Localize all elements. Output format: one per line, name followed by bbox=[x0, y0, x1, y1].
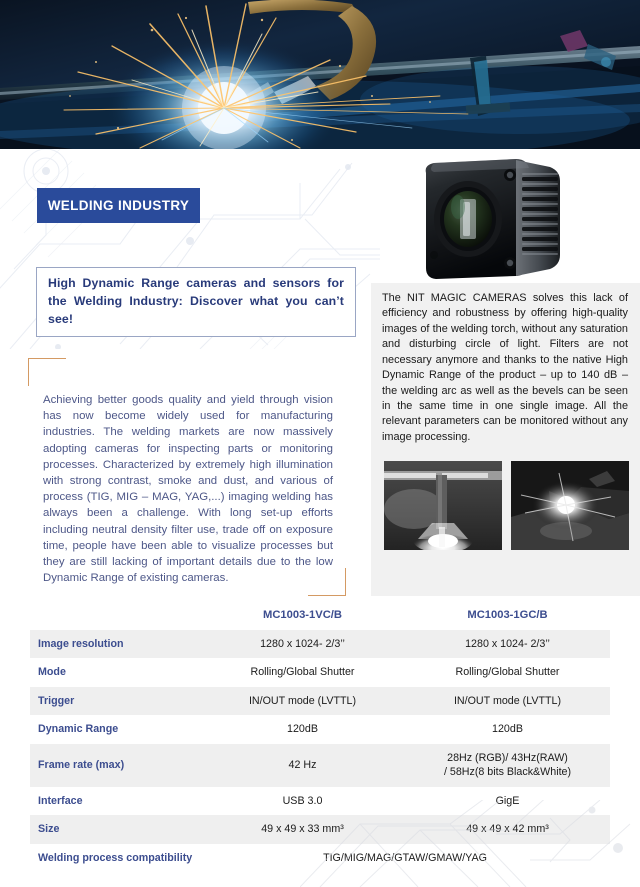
spec-row bbox=[30, 715, 610, 743]
spec-row-value-model-1: 120dB bbox=[200, 715, 405, 743]
hdr-sample-2-illustration bbox=[511, 461, 629, 550]
hero-illustration bbox=[0, 0, 640, 149]
tagline-text bbox=[48, 275, 344, 328]
spec-row bbox=[30, 630, 610, 658]
specification-table bbox=[30, 602, 610, 872]
spec-row-label: Dynamic Range bbox=[30, 715, 200, 743]
spec-header-model-2: MC1003-1GC/B bbox=[405, 602, 610, 630]
left-body-text: Achieving better goods quality and yield through vision has now become widely used for manufacturing industries. The welding markets are now massively adopting cameras for inspecting parts or monitoring processes. Characterized by extremely high illumination with strong contrast, smoke and dust, and various of process (TIG, MIG – MAG, YAG,...) imaging welding has always been a challenge. With long set-up efforts including neutral density filter use, trade off on exposure time, people have been able to visualize processes but they are still lacking of important details due to the low Dynamic Range of existing cameras. bbox=[43, 394, 333, 585]
bracket-top-left-icon bbox=[28, 358, 66, 386]
tagline-line-1: High Dynamic Range cameras and sensors for bbox=[48, 276, 344, 290]
spec-row-label: Image resolution bbox=[30, 630, 200, 658]
spec-row-value-model-1: USB 3.0 bbox=[200, 787, 405, 815]
spec-row bbox=[30, 687, 610, 715]
sample-images-row bbox=[384, 461, 629, 550]
hero-welding-photo bbox=[0, 0, 640, 149]
spec-header-row bbox=[30, 602, 610, 630]
spec-row-label: Interface bbox=[30, 787, 200, 815]
tagline-line-2: the Welding Industry: Discover what you can’t see! bbox=[48, 293, 344, 326]
spec-row-label: Trigger bbox=[30, 687, 200, 715]
spec-row bbox=[30, 844, 610, 872]
spec-row bbox=[30, 744, 610, 787]
hdr-sample-1-illustration bbox=[384, 461, 502, 550]
spec-row-value-model-2: Rolling/Global Shutter bbox=[405, 658, 610, 686]
spec-row-value-model-2: GigE bbox=[405, 787, 610, 815]
spec-row-value-model-1: IN/OUT mode (LVTTL) bbox=[200, 687, 405, 715]
spec-row-value-model-2: IN/OUT mode (LVTTL) bbox=[405, 687, 610, 715]
spec-row-value-model-1: 49 x 49 x 33 mm³ bbox=[200, 815, 405, 843]
spec-row-value-model-1: Rolling/Global Shutter bbox=[200, 658, 405, 686]
product-camera-image bbox=[404, 155, 574, 283]
right-gray-panel bbox=[371, 283, 640, 596]
spec-row bbox=[30, 658, 610, 686]
hdr-sample-image-1 bbox=[384, 461, 502, 550]
spec-table-body bbox=[30, 630, 610, 872]
spec-row-label: Frame rate (max) bbox=[30, 744, 200, 787]
left-body-block bbox=[28, 358, 346, 596]
camera-illustration bbox=[404, 155, 574, 283]
spec-row-value-span: TIG/MIG/MAG/GTAW/GMAW/YAG bbox=[200, 844, 610, 872]
spec-row-value-model-2: 49 x 49 x 42 mm³ bbox=[405, 815, 610, 843]
spec-row-label: Mode bbox=[30, 658, 200, 686]
spec-row-value-model-2: 28Hz (RGB)/ 43Hz(RAW) / 58Hz(8 bits Black&White) bbox=[405, 744, 610, 787]
spec-header-blank bbox=[30, 602, 200, 630]
spec-row-value-model-2: 120dB bbox=[405, 715, 610, 743]
spec-row bbox=[30, 815, 610, 843]
hdr-sample-image-2 bbox=[511, 461, 629, 550]
spec-row-value-model-2: 1280 x 1024- 2/3’’ bbox=[405, 630, 610, 658]
spec-row-label: Size bbox=[30, 815, 200, 843]
right-body-text: The NIT MAGIC CAMERAS solves this lack of efficiency and robustness by offering high-quality images of the welding torch, without any saturation and disturbing circle of light. Filters are not necessary anymore and thanks to the native High Dynamic Range of the product – up to 140 dB – the welding arc as well as the bevels can be seen in the same time in one single image. All the relevant parameters can be monitored without any image processing. bbox=[382, 292, 628, 443]
spec-row-label: Welding process compatibility bbox=[30, 844, 200, 872]
spec-row-value-model-1: 42 Hz bbox=[200, 744, 405, 787]
spec-table-head bbox=[30, 602, 610, 630]
spec-header-model-1: MC1003-1VC/B bbox=[200, 602, 405, 630]
page-title-tag bbox=[37, 188, 200, 223]
spec-row bbox=[30, 787, 610, 815]
tagline-box bbox=[36, 267, 356, 337]
spec-row-value-model-1: 1280 x 1024- 2/3’’ bbox=[200, 630, 405, 658]
page-title: WELDING INDUSTRY bbox=[47, 198, 190, 213]
